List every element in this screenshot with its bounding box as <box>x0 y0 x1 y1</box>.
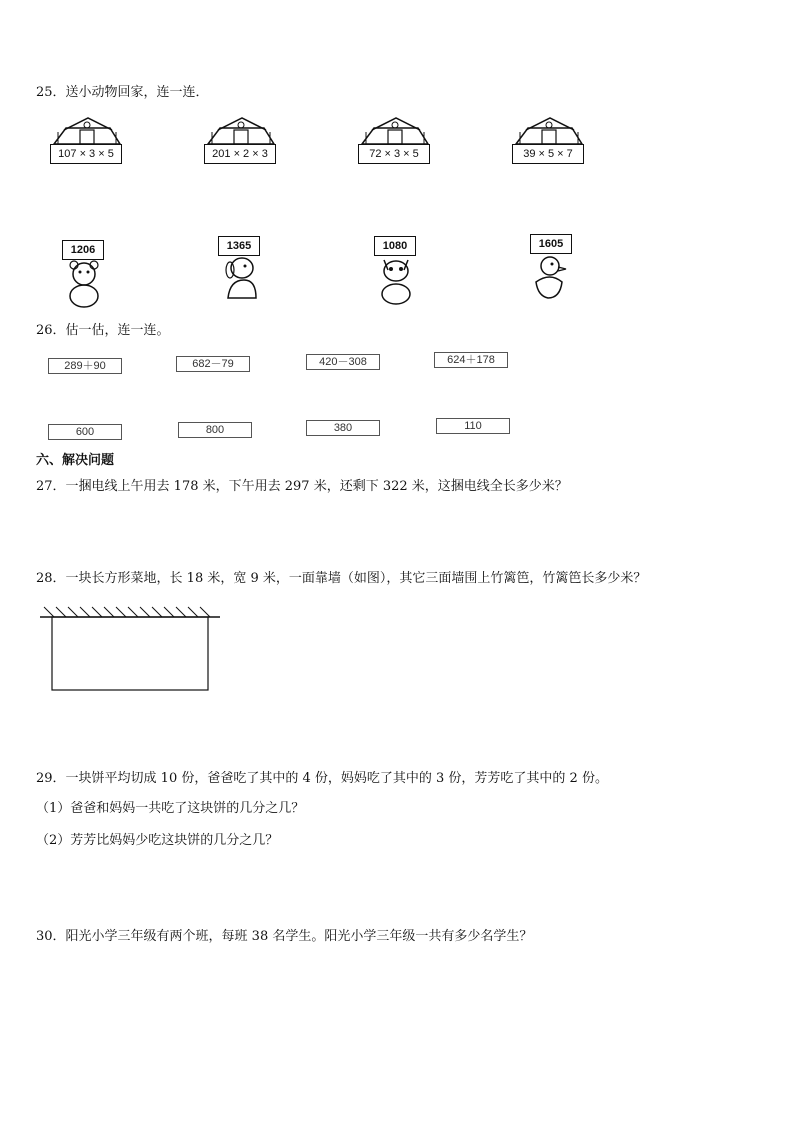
estimate-result: 380 <box>306 420 380 436</box>
estimate-expression: 289＋90 <box>48 358 122 374</box>
house-plate: 201 × 2 × 3 <box>204 144 276 164</box>
estimate-result: 110 <box>436 418 510 434</box>
estimate-result: 800 <box>178 422 252 438</box>
duck-icon <box>530 252 590 304</box>
q29-sub1: （1）爸爸和妈妈一共吃了这块饼的几分之几？ <box>36 801 305 816</box>
animal-cat <box>374 236 434 308</box>
house-icon <box>358 116 434 146</box>
house-1 <box>50 116 126 164</box>
q30-text: 30．阳光小学三年级有两个班，每班 38 名学生。阳光小学三年级一共有多少名学生？ <box>36 929 533 944</box>
estimate-result: 600 <box>48 424 122 440</box>
house-3 <box>358 116 434 164</box>
house-icon <box>50 116 126 146</box>
estimate-expression: 624＋178 <box>434 352 508 368</box>
q25-title: 25．送小动物回家，连一连． <box>36 85 209 100</box>
house-plate: 39 × 5 × 7 <box>512 144 584 164</box>
house-icon <box>204 116 280 146</box>
garden-diagram <box>38 602 224 694</box>
animal-bear <box>62 240 122 312</box>
q29-sub2: （2）芳芳比妈妈少吃这块饼的几分之几？ <box>36 833 279 848</box>
q28-text: 28．一块长方形菜地，长 18 米，宽 9 米，一面靠墙（如图），其它三面墙围上竹篱笆，竹篱笆长多少米？ <box>36 571 647 586</box>
q29-text: 29．一块饼平均切成 10 份，爸爸吃了其中的 4 份，妈妈吃了其中的 3 份，芳芳吃了其中的 2 份。 <box>36 771 608 786</box>
house-plate: 72 × 3 × 5 <box>358 144 430 164</box>
section-title: 六、解决问题 <box>36 453 115 468</box>
bear-icon <box>62 258 122 310</box>
house-4 <box>512 116 588 164</box>
animal-sign: 1605 <box>530 234 572 254</box>
q26-title: 26．估一估，连一连。 <box>36 323 170 338</box>
house-icon <box>512 116 588 146</box>
estimate-expression: 420－308 <box>306 354 380 370</box>
q27-text: 27．一捆电线上午用去 178 米，下午用去 297 米，还剩下 322 米，这捆电线全长多少米？ <box>36 479 568 494</box>
animal-sign: 1080 <box>374 236 416 256</box>
house-plate: 107 × 3 × 5 <box>50 144 122 164</box>
dog-icon <box>218 254 278 306</box>
animal-sign: 1365 <box>218 236 260 256</box>
house-2 <box>204 116 280 164</box>
animal-dog <box>218 236 278 308</box>
animal-duck <box>530 234 590 306</box>
cat-icon <box>374 254 434 306</box>
animal-sign: 1206 <box>62 240 104 260</box>
estimate-expression: 682－79 <box>176 356 250 372</box>
